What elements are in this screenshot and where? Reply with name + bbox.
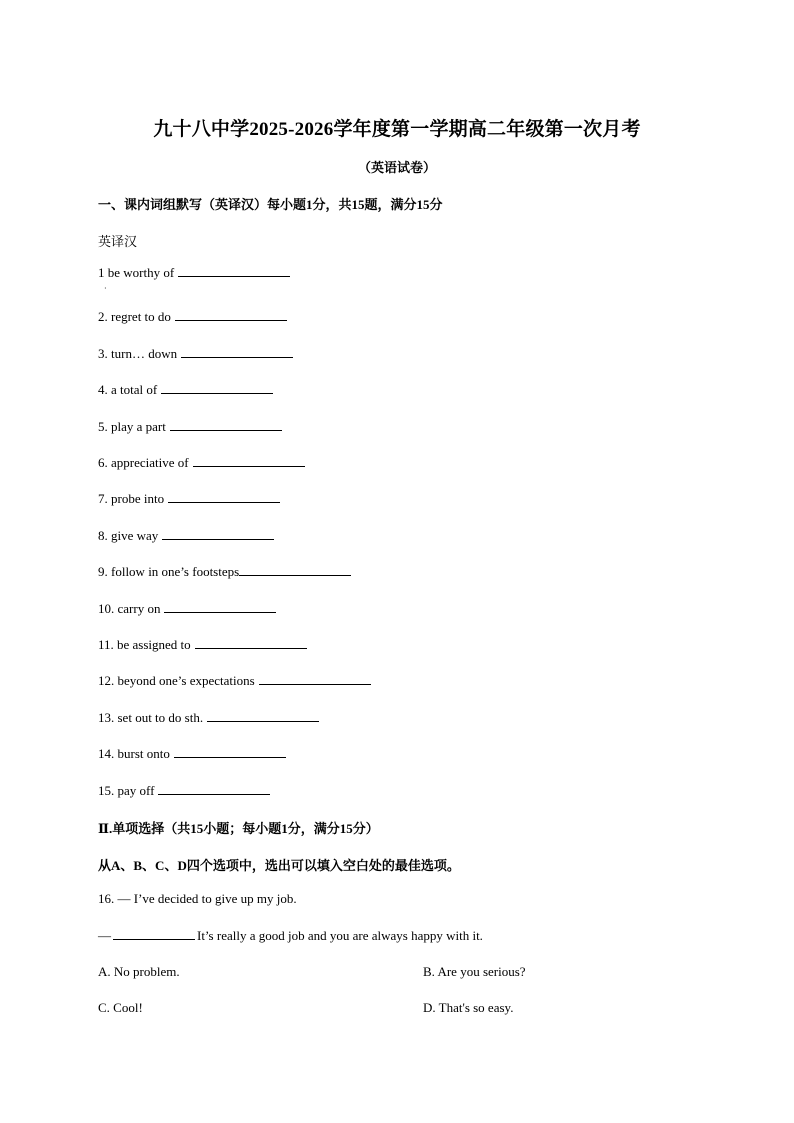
answer-blank[interactable] — [170, 418, 282, 431]
answer-blank[interactable] — [239, 563, 351, 576]
vocab-item: 13. set out to do sth. — [98, 709, 319, 726]
answer-blank[interactable] — [175, 308, 287, 321]
section2-instruction: 从A、B、C、D四个选项中，选出可以填入空白处的最佳选项。 — [98, 858, 460, 873]
vocab-item: 11. be assigned to — [98, 636, 307, 653]
section1-heading: 一、课内词组默写（英译汉）每小题1分，共15题，满分15分 — [98, 197, 443, 212]
answer-blank[interactable] — [195, 636, 307, 649]
section2-heading: Ⅱ.单项选择（共15小题；每小题1分，满分15分） — [98, 821, 379, 836]
vocab-item: 3. turn… down — [98, 345, 293, 362]
answer-blank[interactable] — [164, 600, 276, 613]
vocab-item: 1 be worthy of — [98, 264, 290, 281]
vocab-item: 8. give way — [98, 527, 274, 544]
page-title: 九十八中学2025-2026学年度第一学期高二年级第一次月考 — [153, 119, 641, 140]
option-b[interactable]: B. Are you serious? — [423, 964, 526, 979]
vocab-item: 12. beyond one’s expectations — [98, 672, 371, 689]
section1-subheading: 英译汉 — [98, 235, 138, 250]
vocab-item: 2. regret to do — [98, 308, 287, 325]
option-c[interactable]: C. Cool! — [98, 1000, 143, 1015]
answer-blank[interactable] — [113, 927, 195, 940]
answer-blank[interactable] — [161, 381, 273, 394]
question-16-reply: — It’s really a good job and you are always happy with it. — [98, 928, 483, 943]
answer-blank[interactable] — [178, 264, 290, 277]
vocab-item: 10. carry on — [98, 600, 276, 617]
answer-blank[interactable] — [168, 490, 280, 503]
answer-blank[interactable] — [259, 672, 371, 685]
vocab-item: 4. a total of — [98, 381, 273, 398]
option-d[interactable]: D. That's so easy. — [423, 1000, 514, 1015]
answer-blank[interactable] — [174, 745, 286, 758]
stray-dot: · — [104, 284, 107, 293]
option-a[interactable]: A. No problem. — [98, 964, 180, 979]
vocab-item: 15. pay off — [98, 782, 270, 799]
answer-blank[interactable] — [158, 782, 270, 795]
vocab-item: 5. play a part — [98, 418, 282, 435]
page-subtitle: （英语试卷） — [357, 160, 436, 175]
vocab-item: 7. probe into — [98, 490, 280, 507]
vocab-item: 14. burst onto — [98, 745, 286, 762]
answer-blank[interactable] — [181, 345, 293, 358]
vocab-item: 9. follow in one’s footsteps — [98, 563, 351, 580]
vocab-item: 6. appreciative of — [98, 454, 305, 471]
question-16-stem: 16. — I’ve decided to give up my job. — [98, 891, 297, 906]
answer-blank[interactable] — [162, 527, 274, 540]
answer-blank[interactable] — [207, 709, 319, 722]
answer-blank[interactable] — [193, 454, 305, 467]
